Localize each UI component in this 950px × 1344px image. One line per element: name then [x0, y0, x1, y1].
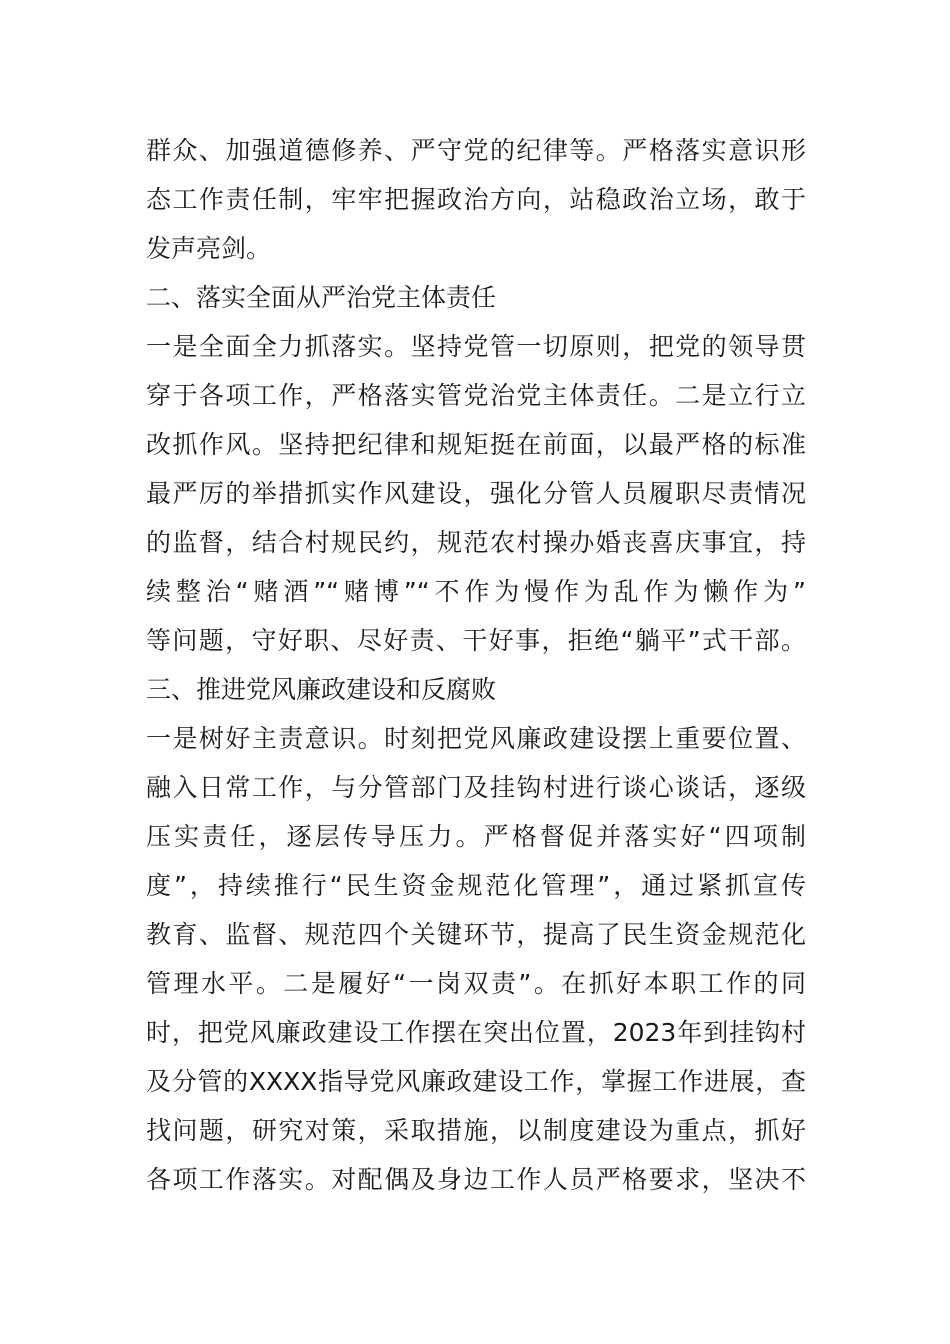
- body-text-line: 的监督，结合村规民约，规范农村操办婚丧喜庆事宜，持: [146, 528, 806, 557]
- body-text-line: 穿于各项工作，严格落实管党治党主体责任。二是立行立: [146, 381, 806, 410]
- body-text-line: 等问题，守好职、尽好责、干好事，拒绝“躺平”式干部。: [146, 626, 806, 655]
- body-text-line: 改抓作风。坚持把纪律和规矩挺在前面，以最严格的标准: [146, 430, 806, 459]
- body-text-line: 教育、监督、规范四个关键环节，提高了民生资金规范化: [146, 920, 806, 949]
- section-heading: 三、推进党风廉政建设和反腐败: [146, 675, 497, 704]
- body-text-line: 续整治“赌酒”“赌博”“不作为慢作为乱作为懒作为”: [146, 577, 806, 606]
- body-text-line: 态工作责任制，牢牢把握政治方向，站稳政治立场，敢于: [146, 185, 806, 214]
- body-text-line: 找问题，研究对策，采取措施，以制度建设为重点，抓好: [146, 1116, 806, 1145]
- body-text-line: 时，把党风廉政建设工作摆在突出位置，2023年到挂钩村: [146, 1018, 806, 1047]
- body-text-line: 融入日常工作，与分管部门及挂钩村进行谈心谈话，逐级: [146, 773, 806, 802]
- body-text-line: 最严厉的举措抓实作风建设，强化分管人员履职尽责情况: [146, 479, 806, 508]
- body-text-line: 各项工作落实。对配偶及身边工作人员严格要求，坚决不: [146, 1165, 806, 1194]
- body-text-line: 及分管的XXXX指导党风廉政建设工作，掌握工作进展，查: [146, 1067, 806, 1096]
- body-text-line: 度”，持续推行“民生资金规范化管理”，通过紧抓宣传: [146, 871, 806, 900]
- section-heading: 二、落实全面从严治党主体责任: [146, 283, 497, 312]
- body-text-line: 群众、加强道德修养、严守党的纪律等。严格落实意识形: [146, 136, 806, 165]
- body-text-line: 一是树好主责意识。时刻把党风廉政建设摆上重要位置、: [146, 724, 806, 753]
- body-text-line: 一是全面全力抓落实。坚持党管一切原则，把党的领导贯: [146, 332, 806, 361]
- body-text-line: 压实责任，逐层传导压力。严格督促并落实好“四项制: [146, 822, 806, 851]
- body-text-line: 管理水平。二是履好“一岗双责”。在抓好本职工作的同: [146, 969, 806, 998]
- body-text-line: 发声亮剑。: [146, 234, 272, 263]
